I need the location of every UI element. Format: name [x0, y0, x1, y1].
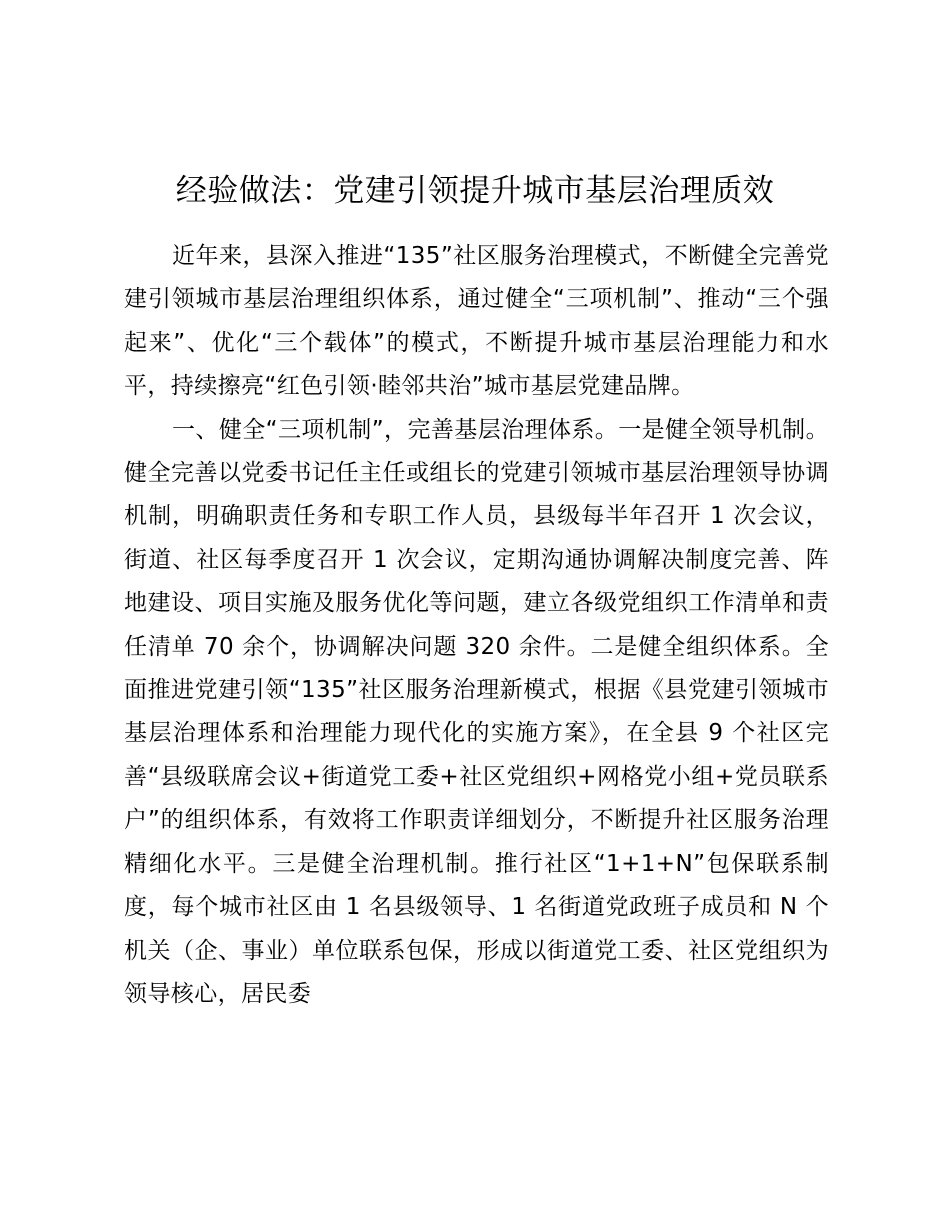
- paragraph-section-one: 一、健全“三项机制”，完善基层治理体系。一是健全领导机制。健全完善以党委书记任主任或组长的党建引领城市基层治理领导协调机制，明确职责任务和专职工作人员，县级每半年召开 1 次会议，街道、社区每季度召开 1 次会议，定期沟通协调解决制度完善、阵地建设、项目实施及服务优化等问题，建立各级党组织工作清单和责任清单 70 余个，协调解决问题 320 余件。二是健全组织体系。全面推进党建引领“135”社区服务治理新模式，根据《县党建引领城市基层治理体系和治理能力现代化的实施方案》，在全县 9 个社区完善“县级联席会议+街道党工委+社区党组织+网格党小组+党员联系户”的组织体系，有效将工作职责详细划分，不断提升社区服务治理精细化水平。三是健全治理机制。推行社区“1+1+N”包保联系制度，每个城市社区由 1 名县级领导、1 名街道党政班子成员和 N 个机关（企、事业）单位联系包保，形成以街道党工委、社区党组织为领导核心，居民委: [124, 416, 829, 1007]
- paragraph-intro: 近年来，县深入推进“135”社区服务治理模式，不断健全完善党建引领城市基层治理组织体系，通过健全“三项机制”、推动“三个强起来”、优化“三个载体”的模式，不断提升城市基层治理能力和水平，持续擦亮“红色引领·睦邻共治”城市基层党建品牌。: [124, 243, 829, 400]
- document-body: [124, 235, 829, 1016]
- document-title: 经验做法：党建引领提升城市基层治理质效: [175, 173, 775, 209]
